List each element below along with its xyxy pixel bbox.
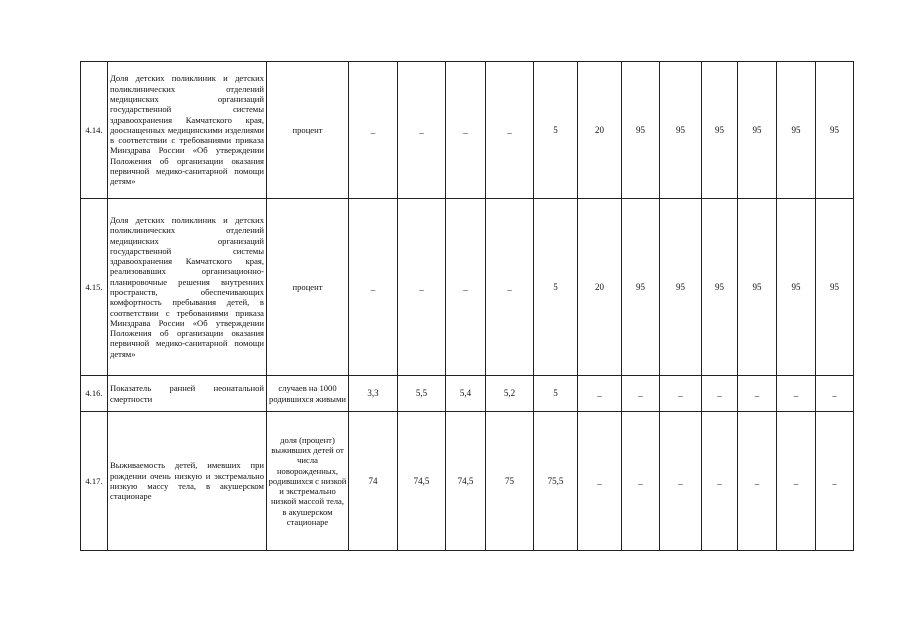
value-cell: 75,5 xyxy=(534,412,578,551)
value-cell: _ xyxy=(702,412,738,551)
value-cell: 74,5 xyxy=(446,412,486,551)
value-cell: 5 xyxy=(534,376,578,412)
row-number: 4.16. xyxy=(81,376,108,412)
value-cell: 95 xyxy=(660,62,702,199)
value-cell: _ xyxy=(578,412,622,551)
value-cell: 75 xyxy=(486,412,534,551)
indicator-description: Показатель ранней неонатальной смертности xyxy=(108,376,267,412)
value-cell: _ xyxy=(398,62,446,199)
value-cell: _ xyxy=(349,199,398,376)
table-row xyxy=(81,199,854,376)
table-body xyxy=(81,62,854,551)
indicator-description: Доля детских поликлиник и детских поликлинических отделений медицинских организаций государственной системы здравоохранения Камчатского края, реализовавших организационно-планировочные решения внутренних пространств, обеспечивающих комфортность пребывания детей, в соответствии с требованиями приказа Минздрава России «Об утверждении Положения об организации оказания первичной медико-санитарной помощи детям» xyxy=(108,199,267,376)
value-cell: 95 xyxy=(777,199,816,376)
table-row xyxy=(81,62,854,199)
value-cell: _ xyxy=(486,199,534,376)
value-cell: 5 xyxy=(534,199,578,376)
value-cell: _ xyxy=(446,62,486,199)
value-cell: 5,5 xyxy=(398,376,446,412)
indicators-table xyxy=(80,61,854,551)
value-cell: 20 xyxy=(578,62,622,199)
value-cell: _ xyxy=(777,376,816,412)
value-cell: _ xyxy=(578,376,622,412)
value-cell: 95 xyxy=(622,199,660,376)
table-row xyxy=(81,412,854,551)
value-cell: _ xyxy=(702,376,738,412)
value-cell: 95 xyxy=(702,199,738,376)
value-cell: 95 xyxy=(816,199,854,376)
value-cell: _ xyxy=(660,376,702,412)
value-cell: _ xyxy=(816,412,854,551)
value-cell: 5 xyxy=(534,62,578,199)
value-cell: _ xyxy=(486,62,534,199)
value-cell: _ xyxy=(622,376,660,412)
value-cell: _ xyxy=(777,412,816,551)
row-number: 4.17. xyxy=(81,412,108,551)
value-cell: _ xyxy=(816,376,854,412)
value-cell: 95 xyxy=(777,62,816,199)
value-cell: _ xyxy=(446,199,486,376)
indicator-description: Доля детских поликлиник и детских поликлинических отделений медицинских организаций государственной системы здравоохранения Камчатского края, дооснащенных медицинскими изделиями в соответствии с требованиями приказа Минздрава России «Об утверждении Положения об организации оказания первичной медико-санитарной помощи детям» xyxy=(108,62,267,199)
unit-of-measure: процент xyxy=(267,199,349,376)
value-cell: 95 xyxy=(816,62,854,199)
value-cell: 5,2 xyxy=(486,376,534,412)
value-cell: _ xyxy=(660,412,702,551)
value-cell: 74,5 xyxy=(398,412,446,551)
value-cell: 95 xyxy=(738,62,777,199)
value-cell: 95 xyxy=(660,199,702,376)
unit-of-measure: процент xyxy=(267,62,349,199)
value-cell: 74 xyxy=(349,412,398,551)
value-cell: _ xyxy=(398,199,446,376)
row-number: 4.14. xyxy=(81,62,108,199)
value-cell: 3,3 xyxy=(349,376,398,412)
value-cell: 5,4 xyxy=(446,376,486,412)
row-number: 4.15. xyxy=(81,199,108,376)
value-cell: 95 xyxy=(702,62,738,199)
value-cell: _ xyxy=(738,412,777,551)
unit-of-measure: случаев на 1000 родившихся живыми xyxy=(267,376,349,412)
table-row xyxy=(81,376,854,412)
value-cell: 95 xyxy=(622,62,660,199)
value-cell: _ xyxy=(738,376,777,412)
value-cell: 95 xyxy=(738,199,777,376)
value-cell: _ xyxy=(622,412,660,551)
value-cell: 20 xyxy=(578,199,622,376)
unit-of-measure: доля (процент) выживших детей от числа новорожденных, родившихся с низкой и экстремально низкой массой тела, в акушерском стационаре xyxy=(267,412,349,551)
value-cell: _ xyxy=(349,62,398,199)
indicator-description: Выживаемость детей, имевших при рождении очень низкую и экстремально низкую массу тела, в акушерском стационаре xyxy=(108,412,267,551)
